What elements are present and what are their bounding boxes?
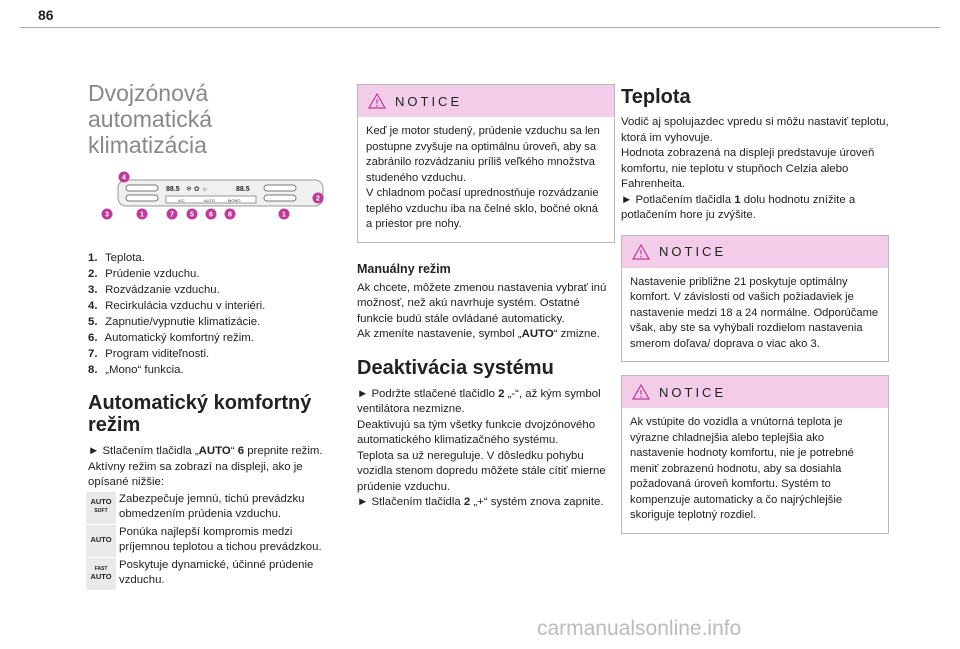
temp-rocker-right xyxy=(264,185,296,191)
display-left-temp: 88.5 xyxy=(166,186,180,193)
section-title xyxy=(88,80,338,158)
callout-3-label: 3 xyxy=(105,211,109,219)
legend-item: 6. Automatický komfortný režim. xyxy=(88,332,254,344)
notice-text: Keď je motor studený, prúdenie vzduchu sa len postupne zvyšuje na optimálnu úroveň, aby sa zabránilo rozvádzaniu príliš veľkého množstva studeného vzduchu. V chladnom počasí uprednostňuje rozvádzanie teplého vzduchu iba na čelné sklo, bočné okná a priestor pre nohy. xyxy=(366,125,600,230)
header-rule xyxy=(20,27,940,28)
callout-1-left-label: 1 xyxy=(140,211,144,219)
mono-button-label: MONO xyxy=(228,198,241,203)
notice-box-compensation xyxy=(621,375,889,534)
legend-list xyxy=(88,250,338,378)
section-title-line1: Dvojzónová automatická xyxy=(88,80,213,132)
legend-item: 8. „Mono“ funkcia. xyxy=(88,364,184,376)
auto-icon: AUTO xyxy=(86,525,116,557)
page-number: 86 xyxy=(38,7,54,23)
legend-item: 1. Teplota. xyxy=(88,252,145,264)
display-right-temp: 88.5 xyxy=(236,186,250,193)
temperature-text: Vodič aj spolujazdec vpredu si môžu nastaviť teplotu, ktorá im vyhovuje. Hodnota zobrazená na displeji predstavuje úroveň komfortu, nie teplotu v stupňoch Celzia alebo Fahrenheita. ► Potlačením tlačidla 1 dolu hodnotu znížite a potlačením hore ju zvýšite. xyxy=(621,116,889,221)
mode-soft: AUTO SOFT Zabezpečuje jemnú, tichú prevádzku obmedzením prúdenia vzduchu. xyxy=(88,492,338,524)
legend-item: 2. Prúdenie vzduchu. xyxy=(88,268,200,280)
manual-mode-heading: Manuálny režim xyxy=(357,261,451,276)
temperature-heading: Teplota xyxy=(621,86,691,108)
deactivation-heading: Deaktivácia systému xyxy=(357,356,554,379)
auto-button-label: AUTO xyxy=(204,198,216,203)
callout-5-label: 5 xyxy=(190,211,194,219)
ac-button-label: A/C xyxy=(178,198,185,203)
legend-item: 5. Zapnutie/vypnutie klimatizácie. xyxy=(88,316,261,328)
watermark: carmanualsonline.info xyxy=(537,617,742,640)
fast-auto-icon: FAST AUTO xyxy=(86,558,116,590)
temp-rocker-left xyxy=(126,185,158,191)
legend-item: 4. Recirkulácia vzduchu v interiéri. xyxy=(88,300,266,312)
climate-panel-illustration xyxy=(96,170,326,230)
column-2 xyxy=(357,84,615,511)
warning-icon xyxy=(632,384,650,400)
callout-1-right-label: 1 xyxy=(282,211,286,219)
column-1 xyxy=(88,80,338,590)
auto-comfort-instruction: ► Stlačením tlačidla „AUTO“ 6 prepnite režim. xyxy=(88,445,323,457)
legend-item: 3. Rozvádzanie vzduchu. xyxy=(88,284,220,296)
notice-box-cold-engine xyxy=(357,84,615,243)
notice-text: Ak vstúpite do vozidla a vnútorná teplota je výrazne chladnejšia alebo teplejšia ako nastavenie hodnoty komfortu, nie je potrebné meniť zobrazenú hodnotu, aby sa dosiahla požadovaná úroveň komfortu. Systém to kompenzuje automaticky a čo najrýchlejšie skoriguje teplotný rozdiel. xyxy=(630,416,854,521)
temp-rocker-left-lower xyxy=(126,195,158,201)
deactivation-text: ► Podržte stlačené tlačidlo 2 „-“, až kým symbol ventilátora nezmizne. Deaktivujú sa tým všetky funkcie dvojzónového automatického klimatizačného systému. Teplota sa už nereguluje. V dôsledku pohybu vozidla stenom dopredu môžete stále cítiť mierne prúdenie vzduchu. ► Stlačením tlačidla 2 „+“ systém znova zapnite. xyxy=(357,387,606,508)
callout-7-label: 7 xyxy=(170,211,174,219)
display-icons: ❄ ✿ ☼ xyxy=(186,186,209,193)
section-title-line2: klimatizácia xyxy=(88,132,207,158)
callout-6-label: 6 xyxy=(209,211,213,219)
warning-icon xyxy=(368,93,386,109)
manual-mode-text: Ak chcete, môžete zmenou nastavenia vybrať inú možnosť, než akú navrhuje systém. Ostatné funkcie budú stále ovládané automaticky. Ak zmeníte nastavenie, symbol „AUTO“ zmizne. xyxy=(357,281,607,340)
callout-8-label: 8 xyxy=(228,211,232,219)
auto-comfort-heading: Automatický komfortný režim xyxy=(88,392,312,436)
warning-icon xyxy=(632,244,650,260)
auto-comfort-description: Aktívny režim sa zobrazí na displeji, ako je opísané nižšie: xyxy=(88,460,303,488)
callout-4-label: 4 xyxy=(122,174,126,182)
temp-rocker-right-lower xyxy=(264,195,296,201)
notice-text: Nastavenie približne 21 poskytuje optimálny komfort. V závislosti od vašich požiadaviek je nastavenie medzi 18 a 24 normálne. Odporúčame však, aby ste sa vyhýbali rozdielom nastavenia smerom doľava/ doprava o viac ako 3. xyxy=(630,275,879,350)
mode-fast: FAST AUTO Poskytuje dynamické, účinné prúdenie vzduchu. xyxy=(88,558,338,590)
mode-normal: AUTO Ponúka najlepší kompromis medzi príjemnou teplotou a tichou prevádzkou. xyxy=(88,525,338,557)
notice-label: NOTICE xyxy=(659,244,727,259)
callout-2-label: 2 xyxy=(316,195,320,203)
notice-label: NOTICE xyxy=(659,384,727,400)
notice-box-setting xyxy=(621,235,889,363)
notice-label: NOTICE xyxy=(395,93,463,109)
auto-soft-icon: AUTO SOFT xyxy=(86,492,116,524)
column-3 xyxy=(621,86,889,534)
legend-item: 7. Program viditeľnosti. xyxy=(88,348,210,360)
